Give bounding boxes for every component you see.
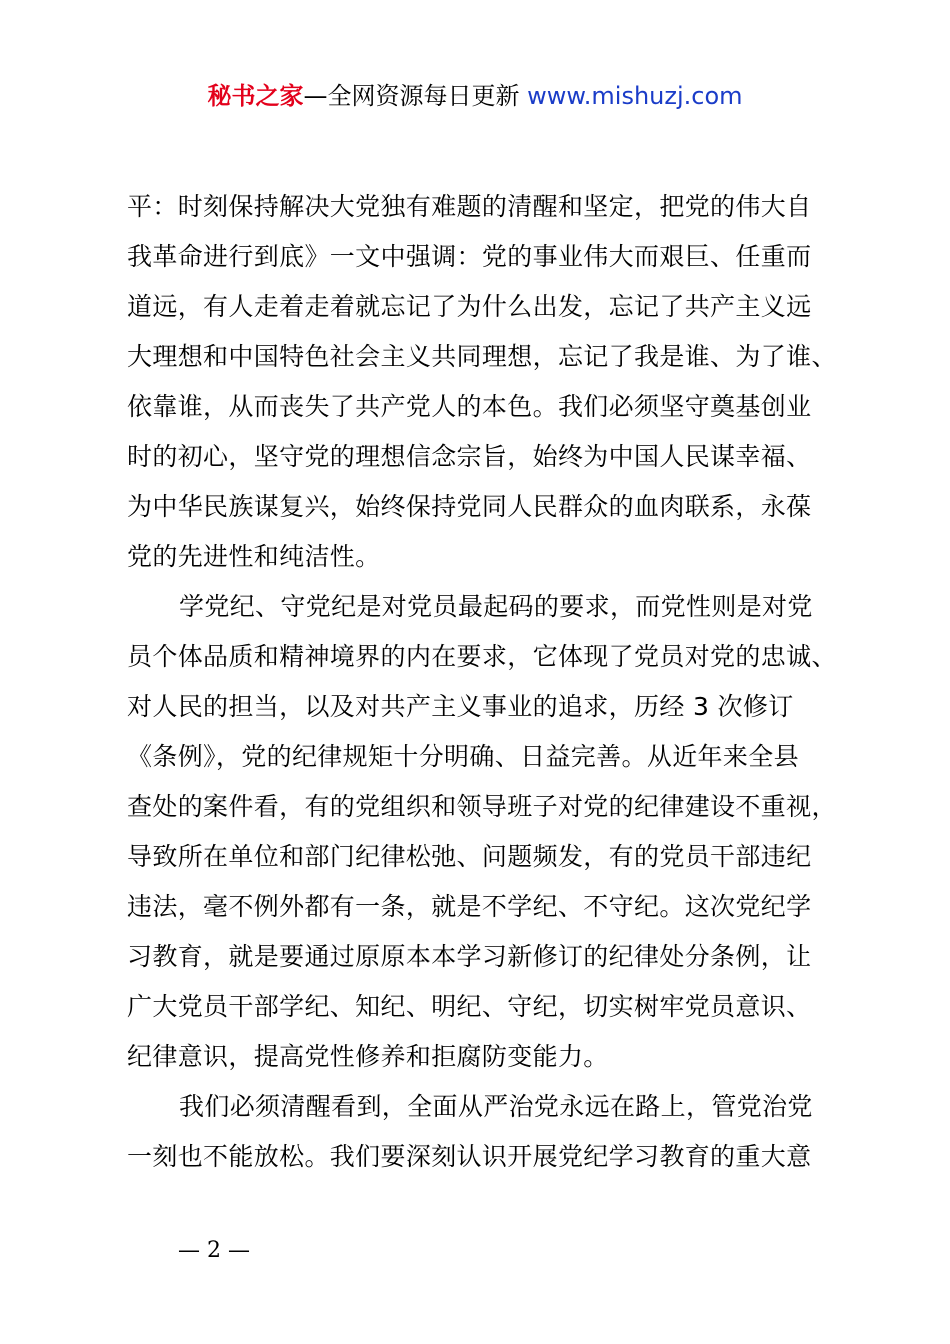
paragraph — [127, 1082, 839, 1182]
text-line: 依靠谁，从而丧失了共产党人的本色。我们必须坚守奠基创业 — [127, 392, 812, 421]
text-line: 平：时刻保持解决大党独有难题的清醒和坚定，把党的伟大自 — [127, 192, 812, 221]
brand-name: 秘书之家 — [207, 82, 304, 110]
text-line: 纪律意识，提高党性修养和拒腐防变能力。 — [127, 1042, 609, 1071]
text-line: 对人民的担当，以及对共产主义事业的追求，历经 3 次修订 — [127, 692, 794, 721]
document-body — [127, 182, 839, 1182]
text-line: 查处的案件看，有的党组织和领导班子对党的纪律建设不重视， — [127, 792, 837, 821]
page-number: — 2 — — [178, 1238, 250, 1263]
text-line: 违法，毫不例外都有一条，就是不学纪、不守纪。这次党纪学 — [127, 892, 812, 921]
text-line: 《条例》，党的纪律规矩十分明确、日益完善。从近年来全县 — [127, 742, 799, 771]
paragraph — [127, 582, 839, 1082]
text-line: 我革命进行到底》一文中强调：党的事业伟大而艰巨、任重而 — [127, 242, 812, 271]
text-line: 时的初心，坚守党的理想信念宗旨，始终为中国人民谋幸福、 — [127, 442, 812, 471]
text-line: 道远，有人走着走着就忘记了为什么出发，忘记了共产主义远 — [127, 292, 812, 321]
text-line: 我们必须清醒看到，全面从严治党永远在路上，管党治党 — [179, 1092, 813, 1121]
text-line: 导致所在单位和部门纪律松弛、问题频发，有的党员干部违纪 — [127, 842, 812, 871]
header-tagline: —全网资源每日更新 — [303, 82, 520, 110]
paragraph — [127, 182, 839, 582]
text-line: 党的先进性和纯洁性。 — [127, 542, 381, 571]
text-line: 广大党员干部学纪、知纪、明纪、守纪，切实树牢党员意识、 — [127, 992, 812, 1021]
text-line: 习教育，就是要通过原原本本学习新修订的纪律处分条例，让 — [127, 942, 812, 971]
text-line: 为中华民族谋复兴，始终保持党同人民群众的血肉联系，永葆 — [127, 492, 812, 521]
site-url-link[interactable]: www.mishuzj.com — [527, 82, 743, 110]
text-line: 一刻也不能放松。我们要深刻认识开展党纪学习教育的重大意 — [127, 1142, 812, 1171]
text-line: 大理想和中国特色社会主义共同理想，忘记了我是谁、为了谁、 — [127, 342, 837, 371]
site-header — [0, 78, 950, 114]
text-line: 员个体品质和精神境界的内在要求，它体现了党员对党的忠诚、 — [127, 642, 837, 671]
text-line: 学党纪、守党纪是对党员最起码的要求，而党性则是对党 — [179, 592, 813, 621]
